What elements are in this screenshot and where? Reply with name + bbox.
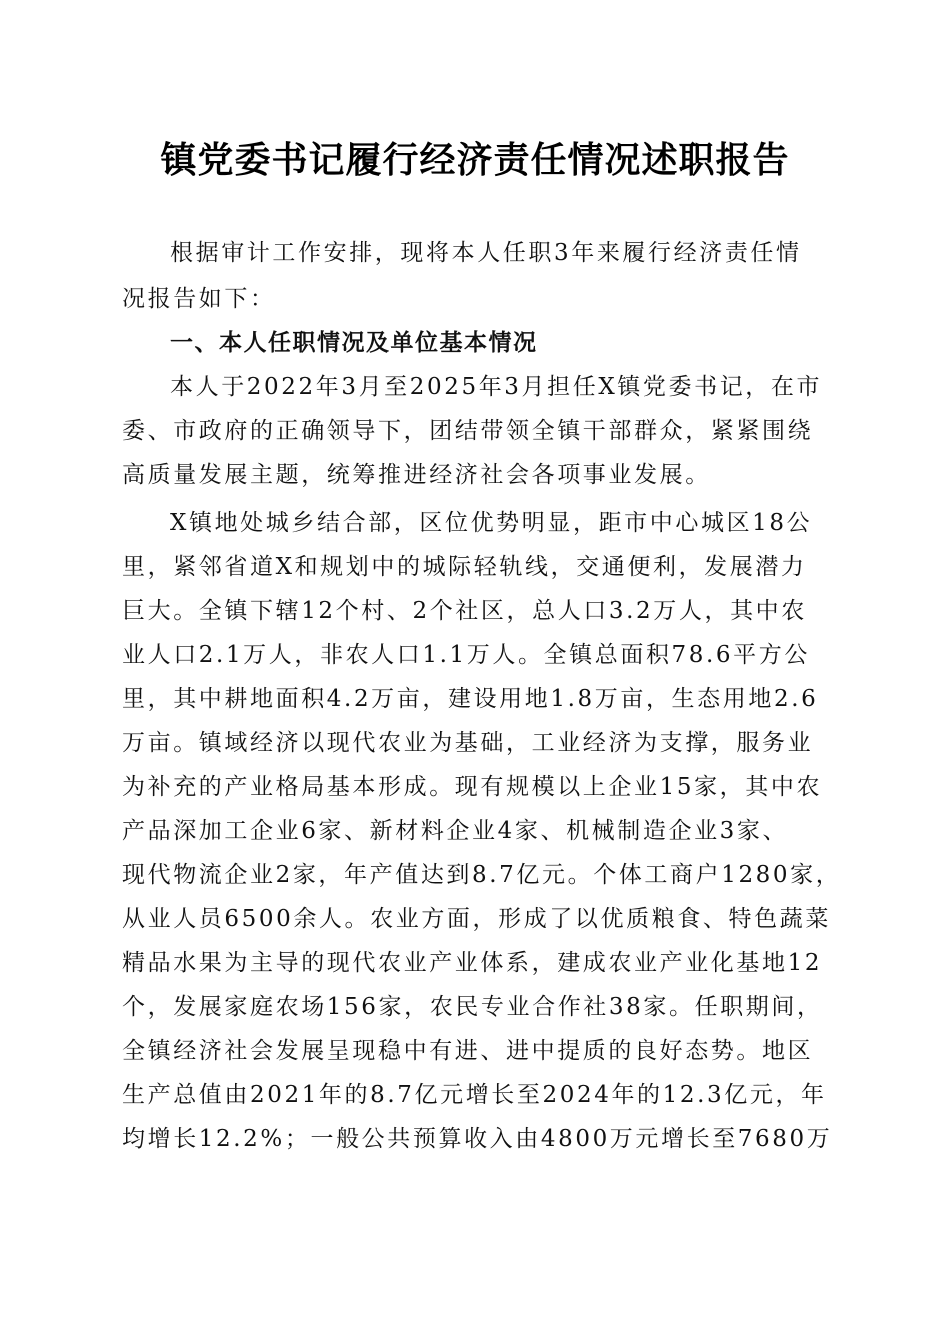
paragraph-2-line-2: 里，紧邻省道X和规划中的城际轻轨线，交通便利，发展潜力 — [122, 554, 807, 580]
paragraph-2-line-6: 万亩。镇域经济以现代农业为基础，工业经济为支撑，服务业 — [122, 730, 814, 756]
paragraph-2-line-3: 巨大。全镇下辖12个村、2个社区，总人口3.2万人，其中农 — [122, 598, 807, 624]
section-heading: 一、本人任职情况及单位基本情况 — [170, 330, 538, 356]
paragraph-2-line-13: 全镇经济社会发展呈现稳中有进、进中提质的良好态势。地区 — [122, 1038, 814, 1064]
intro-line-1: 根据审计工作安排，现将本人任职3年来履行经济责任情 — [170, 240, 802, 266]
paragraph-1-line-3: 高质量发展主题，统筹推进经济社会各项事业发展。 — [122, 462, 711, 488]
paragraph-2-line-10: 从业人员6500余人。农业方面，形成了以优质粮食、特色蔬菜 — [122, 906, 831, 932]
paragraph-2-line-4: 业人口2.1万人，非农人口1.1万人。全镇总面积78.6平方公 — [122, 642, 810, 668]
paragraph-2-line-15: 均增长12.2%；一般公共预算收入由4800万元增长至7680万 — [122, 1126, 833, 1152]
intro-line-2: 况报告如下： — [122, 286, 276, 312]
paragraph-2-line-12: 个，发展家庭农场156家，农民专业合作社38家。任职期间， — [122, 994, 823, 1020]
document-title: 镇党委书记履行经济责任情况述职报告 — [160, 139, 790, 181]
paragraph-2-line-8: 产品深加工企业6家、新材料企业4家、机械制造企业3家、 — [122, 818, 789, 844]
paragraph-1-line-1: 本人于2022年3月至2025年3月担任X镇党委书记，在市 — [170, 374, 823, 400]
paragraph-2-line-11: 精品水果为主导的现代农业产业体系，建成农业产业化基地12 — [122, 950, 823, 976]
paragraph-1-line-2: 委、市政府的正确领导下，团结带领全镇干部群众，紧紧围绕 — [122, 418, 814, 444]
paragraph-2-line-14: 生产总值由2021年的8.7亿元增长至2024年的12.3亿元，年 — [122, 1082, 827, 1108]
paragraph-2-line-5: 里，其中耕地面积4.2万亩，建设用地1.8万亩，生态用地2.6 — [122, 686, 819, 712]
paragraph-2-line-9: 现代物流企业2家，年产值达到8.7亿元。个体工商户1280家， — [122, 862, 842, 888]
paragraph-2-line-1: X镇地处城乡结合部，区位优势明显，距市中心城区18公 — [170, 510, 813, 536]
paragraph-2-line-7: 为补充的产业格局基本形成。现有规模以上企业15家，其中农 — [122, 774, 823, 800]
